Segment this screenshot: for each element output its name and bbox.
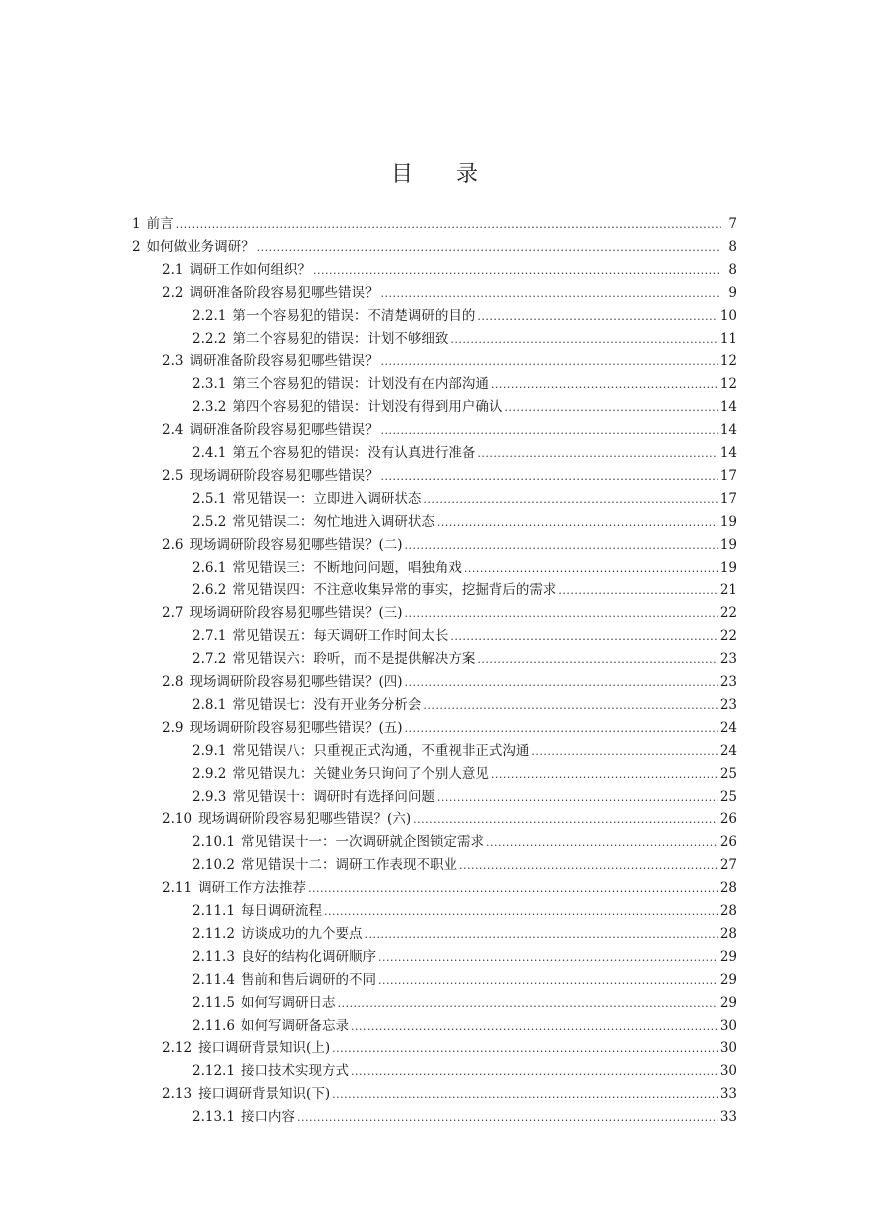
toc-entry-page-number: 22 [719,628,737,645]
dot-leader [423,488,717,511]
toc-entry[interactable] [162,419,737,441]
toc-entry[interactable] [192,854,737,876]
toc-entry-title: 调研准备阶段容易犯哪些错误？ [189,422,379,439]
toc-entry[interactable] [192,625,737,647]
toc-entry[interactable] [192,992,737,1014]
toc-entry[interactable] [192,488,737,510]
toc-entry-number: 2.3.2 [192,399,227,416]
toc-entry-title: 良好的结构化调研顺序 [240,948,376,965]
toc-entry-number: 2.3 [162,353,184,370]
toc-entry-number: 2.9.1 [192,742,227,759]
toc-entry-title: 如何做业务调研？ [146,238,255,255]
toc-entry-title: 常见错误二：匆忙地进入调研状态 [232,513,435,530]
toc-entry-title: 常见错误七：没有开业务分析会 [232,696,422,713]
toc-entry-title: 接口调研背景知识(下) [198,1086,331,1103]
toc-entry-page-number: 12 [719,353,737,370]
toc-entry[interactable] [192,1015,737,1037]
toc-entry-page-number: 28 [719,880,737,897]
toc-entry-page-number: 19 [719,536,737,553]
toc-entry-number: 2.10.1 [192,834,235,851]
dot-leader [297,1106,718,1129]
dot-leader [380,465,717,488]
toc-entry-title: 现场调研阶段容易犯哪些错误？ [189,467,379,484]
toc-entry-title: 调研工作如何组织？ [189,261,311,278]
toc-entry-page-number: 29 [719,994,737,1011]
dot-leader [176,213,721,236]
dot-leader [504,396,717,419]
toc-entry-title: 常见错误三：不断地问问题，唱独角戏 [232,559,462,576]
dot-leader [459,854,718,877]
dot-leader [477,305,717,328]
toc-entry[interactable] [192,1060,737,1082]
toc-entry-page-number: 28 [719,903,737,919]
toc-entry[interactable] [192,579,737,601]
toc-heading: 目 录 [391,162,496,187]
toc-entry-number: 2.4.1 [192,445,227,461]
toc-entry-title: 常见错误十：调研时有选择问问题 [232,788,435,805]
toc-entry-page-number: 24 [719,719,737,736]
toc-entry-title: 常见错误一：立即进入调研状态 [232,490,422,507]
toc-entry-title: 现场调研阶段容易犯哪些错误？(五) [189,719,403,736]
dot-leader [405,717,718,740]
toc-entry-number: 2.13.1 [192,1109,235,1126]
toc-entry[interactable] [192,305,737,327]
toc-entry-page-number: 10 [719,307,737,324]
toc-entry-page-number: 19 [719,513,737,530]
dot-leader [477,442,717,465]
toc-entry-number: 2.10 [162,811,193,828]
toc-entry[interactable] [192,900,737,922]
toc-entry[interactable] [132,213,737,235]
toc-entry-title: 常见错误九：关键业务只询问了个别人意见 [232,765,489,782]
toc-entry-page-number: 17 [719,490,737,507]
toc-entry-page-number: 8 [728,238,737,255]
toc-entry[interactable] [192,763,737,785]
dot-leader [380,419,717,442]
toc-entry-number: 2.12.1 [192,1063,235,1080]
toc-entry[interactable] [192,511,737,533]
toc-entry-number: 2.2.2 [192,330,227,347]
toc-entry-page-number: 25 [719,788,737,805]
toc-entry-title: 如何写调研日志 [240,994,336,1011]
toc-entry-number: 2.6.1 [192,559,227,576]
toc-entry-title: 现场调研阶段容易犯哪些错误？(二) [189,536,403,553]
toc-entry[interactable] [192,786,737,808]
dot-leader [477,648,717,671]
dot-leader [450,328,717,351]
toc-entry-page-number: 33 [719,1086,737,1103]
toc-entry-number: 2.11.2 [192,925,235,942]
toc-entry[interactable] [162,808,737,830]
toc-entry-number: 2.9.3 [192,788,227,805]
toc-entry-title: 第四个容易犯的错误：计划没有得到用户确认 [232,399,503,416]
toc-entry-page-number: 26 [719,834,737,851]
dot-leader [450,625,717,648]
toc-entry-page-number: 8 [728,261,737,278]
toc-entry-page-number: 28 [719,925,737,942]
toc-entry[interactable] [162,350,737,372]
toc-entry-number: 2.11.5 [192,994,235,1011]
dot-leader [380,350,717,373]
toc-entry[interactable] [192,442,737,464]
toc-entry[interactable] [192,648,737,670]
toc-entry-title: 第三个容易犯的错误：计划没有在内部沟通 [232,376,489,393]
toc-entry-number: 2.12 [162,1040,193,1057]
toc-entry-page-number: 33 [719,1109,737,1126]
toc-entry-page-number: 14 [719,422,737,439]
toc-entry-title: 调研准备阶段容易犯哪些错误？ [189,284,379,301]
dot-leader [531,740,717,763]
toc-entry-number: 2.10.2 [192,857,235,874]
toc-entry-number: 2.7 [162,605,184,622]
toc-entry-number: 2.1 [162,261,184,278]
toc-entry-title: 常见错误十二：调研工作表现不职业 [240,857,457,874]
toc-entry-title: 接口调研背景知识(上) [198,1040,331,1057]
toc-entry-number: 2.5.2 [192,513,227,530]
toc-entry[interactable] [192,1106,737,1128]
toc-entry-title: 常见错误四：不注意收集异常的事实，挖掘背后的需求 [232,582,557,599]
toc-entry-number: 2.8 [162,674,184,690]
toc-entry-page-number: 23 [719,651,737,668]
toc-entry-number: 2.6.2 [192,582,227,599]
toc-entry-page-number: 21 [719,582,737,599]
toc-entry-page-number: 11 [719,330,737,347]
toc-entry-title: 常见错误五：每天调研工作时间太长 [232,628,449,645]
toc-entry-page-number: 29 [719,971,737,988]
toc-entry-number: 2.4 [162,422,184,439]
toc-entry[interactable] [162,1083,737,1105]
toc-entry-number: 2.9.2 [192,765,227,782]
toc-entry[interactable] [162,534,737,556]
toc-entry[interactable] [162,1037,737,1059]
dot-leader [413,808,718,831]
toc-entry-number: 2.2.1 [192,307,227,324]
dot-leader [332,1037,718,1060]
toc-entry-number: 2.9 [162,719,184,736]
toc-entry[interactable] [162,877,737,899]
toc-entry-title: 第二个容易犯的错误：计划不够细致 [232,330,449,347]
toc-entry-number: 2.3.1 [192,376,227,393]
toc-entry[interactable] [192,694,737,716]
toc-entry-number: 2.7.2 [192,651,227,668]
dot-leader [558,579,717,602]
toc-entry-page-number: 12 [719,376,737,393]
toc-entry-number: 2.5 [162,467,184,484]
toc-entry-number: 2.11.3 [192,948,235,965]
toc-entry-title: 现场调研阶段容易犯哪些错误？(三) [189,605,403,622]
toc-entry[interactable] [192,923,737,945]
toc-entry-number: 2.11.6 [192,1017,235,1034]
toc-entry-page-number: 23 [719,674,737,690]
dot-leader [332,1083,718,1106]
toc-entry-title: 常见错误六：聆听，而不是提供解决方案 [232,651,476,668]
toc-entry-number: 2.7.1 [192,628,227,645]
toc-entry-page-number: 7 [728,216,737,232]
dot-leader [491,763,718,786]
dot-leader [380,282,721,305]
dot-leader [423,694,717,717]
toc-entry-page-number: 22 [719,605,737,622]
dot-leader [437,511,718,534]
toc-entry-page-number: 30 [719,1017,737,1034]
toc-entry[interactable] [162,282,737,304]
toc-entry-page-number: 17 [719,467,737,484]
toc-entry-title: 常见错误十一：一次调研就企图锁定需求 [240,834,484,851]
toc-entry-number: 2 [132,238,141,255]
toc-entry-page-number: 14 [719,445,737,461]
dot-leader [351,1015,718,1038]
dot-leader [491,373,718,396]
toc-entry[interactable] [162,259,737,281]
toc-entry-number: 2.5.1 [192,490,227,507]
dot-leader [257,236,721,259]
toc-entry-title: 第一个容易犯的错误：不清楚调研的目的 [232,307,476,324]
dot-leader [364,923,717,946]
toc-entry-title: 现场调研阶段容易犯哪些错误？(四) [189,674,403,690]
toc-entry[interactable] [192,740,737,762]
toc-entry[interactable] [162,717,737,739]
toc-entry-page-number: 25 [719,765,737,782]
toc-entry[interactable] [192,557,737,579]
toc-entry-title: 常见错误八：只重视正式沟通，不重视非正式沟通 [232,742,530,759]
toc-entry-page-number: 23 [719,696,737,713]
toc-entry-title: 调研准备阶段容易犯哪些错误？ [189,353,379,370]
toc-entry[interactable] [192,396,737,418]
toc-entry-title: 现场调研阶段容易犯哪些错误？(六) [198,811,412,828]
toc-entry-page-number: 24 [719,742,737,759]
dot-leader [486,831,718,854]
toc-entry-page-number: 14 [719,399,737,416]
dot-leader [351,1060,718,1083]
toc-entry-number: 2.11.4 [192,971,235,988]
toc-entry[interactable] [162,465,737,487]
dot-leader [405,534,718,557]
toc-entry[interactable] [192,969,737,991]
toc-entry[interactable] [192,373,737,395]
toc-entry-title: 如何写调研备忘录 [240,1017,349,1034]
dot-leader [464,557,718,580]
toc-entry-number: 2.6 [162,536,184,553]
toc-entry-title: 调研工作方法推荐 [198,880,307,897]
dot-leader [308,877,718,900]
toc-entry-number: 2.8.1 [192,696,227,713]
toc-entry-page-number: 29 [719,948,737,965]
toc-entry-title: 访谈成功的九个要点 [240,925,363,942]
dot-leader [337,992,717,1015]
toc-entry[interactable] [192,831,737,853]
toc-entry-number: 2.11.1 [192,903,235,919]
toc-entry-title: 接口技术实现方式 [240,1063,349,1080]
toc-entry-page-number: 9 [728,284,737,301]
toc-entry-title: 第五个容易犯的错误：没有认真进行准备 [232,445,476,461]
dot-leader [324,900,718,923]
dot-leader [313,259,721,282]
toc-entry-page-number: 27 [719,857,737,874]
toc-entry[interactable] [192,946,737,968]
toc-entry-number: 2.13 [162,1086,193,1103]
toc-entry-title: 前言 [146,216,174,232]
toc-entry[interactable] [162,671,737,693]
toc-entry-page-number: 26 [719,811,737,828]
toc-entry-page-number: 19 [719,559,737,576]
dot-leader [378,946,718,969]
toc-entry-title: 每日调研流程 [240,903,322,919]
toc-entry-number: 2.2 [162,284,184,301]
toc-entry-page-number: 30 [719,1063,737,1080]
toc-entry[interactable] [132,236,737,258]
toc-entry-number: 1 [132,216,141,232]
dot-leader [405,602,718,625]
toc-entry-title: 售前和售后调研的不同 [240,971,376,988]
dot-leader [437,786,718,809]
toc-entry-page-number: 30 [719,1040,737,1057]
dot-leader [378,969,718,992]
dot-leader [405,671,718,694]
toc-entry-title: 接口内容 [240,1109,295,1126]
toc-entry[interactable] [192,328,737,350]
toc-entry[interactable] [162,602,737,624]
toc-entry-number: 2.11 [162,880,193,897]
